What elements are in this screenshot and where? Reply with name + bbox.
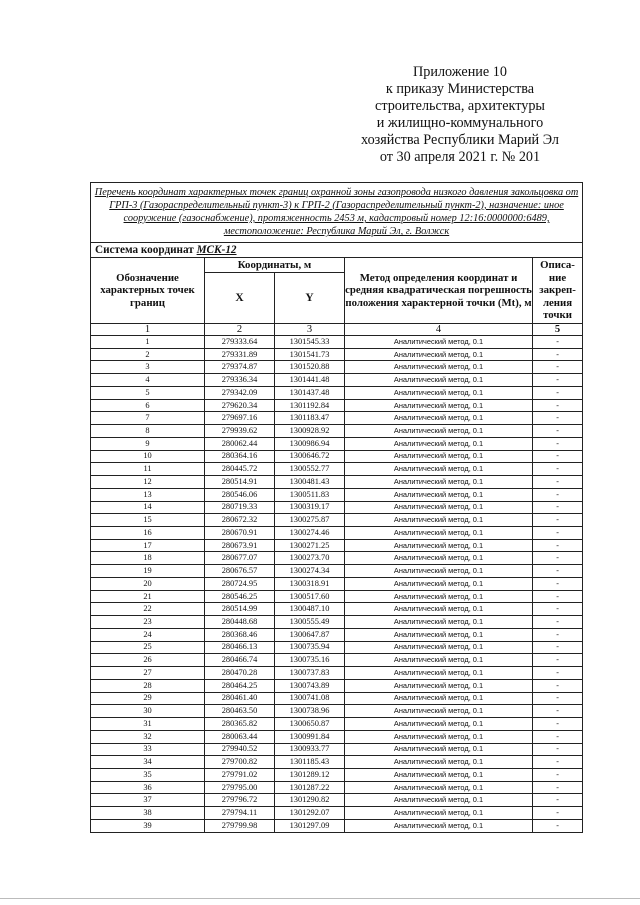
- point-number-cell: 17: [91, 539, 205, 552]
- fixing-cell: -: [533, 603, 583, 616]
- method-cell: Аналитический метод, 0.1: [345, 514, 533, 527]
- fixing-cell: -: [533, 374, 583, 387]
- method-cell: Аналитический метод, 0.1: [345, 527, 533, 540]
- coord-x-cell: 280448.68: [205, 616, 275, 629]
- fixing-cell: -: [533, 730, 583, 743]
- coord-x-cell: 279796.72: [205, 794, 275, 807]
- fixing-cell: -: [533, 577, 583, 590]
- coord-x-cell: 279940.52: [205, 743, 275, 756]
- coordinate-system-row: [91, 243, 583, 258]
- method-cell: Аналитический метод, 0.1: [345, 590, 533, 603]
- point-number-cell: 5: [91, 386, 205, 399]
- fixing-cell: -: [533, 386, 583, 399]
- coord-y-cell: 1300274.34: [275, 565, 345, 578]
- coord-y-cell: 1300274.46: [275, 527, 345, 540]
- coord-y-cell: 1300487.10: [275, 603, 345, 616]
- table-row: [91, 590, 583, 603]
- fixing-cell: -: [533, 539, 583, 552]
- fixing-cell: -: [533, 399, 583, 412]
- coord-x-cell: 280677.07: [205, 552, 275, 565]
- point-number-cell: 34: [91, 756, 205, 769]
- coord-y-cell: 1301292.07: [275, 807, 345, 820]
- method-cell: Аналитический метод, 0.1: [345, 361, 533, 374]
- point-number-cell: 29: [91, 692, 205, 705]
- table-row: [91, 628, 583, 641]
- table-row: [91, 399, 583, 412]
- coord-x-cell: 279794.11: [205, 807, 275, 820]
- method-cell: Аналитический метод, 0.1: [345, 743, 533, 756]
- coord-x-cell: 280365.82: [205, 718, 275, 731]
- point-number-cell: 8: [91, 425, 205, 438]
- table-row: [91, 386, 583, 399]
- table-row: [91, 616, 583, 629]
- point-number-cell: 37: [91, 794, 205, 807]
- table-row: [91, 336, 583, 349]
- column-header-coordinates: Координаты, м: [205, 258, 345, 273]
- coord-x-cell: 279791.02: [205, 768, 275, 781]
- coord-y-cell: 1300552.77: [275, 463, 345, 476]
- coord-x-cell: 280676.57: [205, 565, 275, 578]
- coord-y-cell: 1300933.77: [275, 743, 345, 756]
- fixing-cell: -: [533, 718, 583, 731]
- point-number-cell: 36: [91, 781, 205, 794]
- fixing-cell: -: [533, 768, 583, 781]
- point-number-cell: 2: [91, 348, 205, 361]
- table-row: [91, 819, 583, 832]
- coord-y-cell: 1300737.83: [275, 667, 345, 680]
- point-number-cell: 16: [91, 527, 205, 540]
- point-number-cell: 6: [91, 399, 205, 412]
- coord-x-cell: 280673.91: [205, 539, 275, 552]
- coord-x-cell: 280464.25: [205, 679, 275, 692]
- column-header-designation: Обозначение характерных точек границ: [91, 258, 205, 324]
- method-cell: Аналитический метод, 0.1: [345, 667, 533, 680]
- coord-y-cell: 1300555.49: [275, 616, 345, 629]
- coord-x-cell: 279333.64: [205, 336, 275, 349]
- point-number-cell: 35: [91, 768, 205, 781]
- coord-y-cell: 1301192.84: [275, 399, 345, 412]
- coord-y-cell: 1300481.43: [275, 476, 345, 489]
- point-number-cell: 23: [91, 616, 205, 629]
- table-row: [91, 437, 583, 450]
- coord-x-cell: 279374.87: [205, 361, 275, 374]
- fixing-cell: -: [533, 514, 583, 527]
- coord-y-cell: 1300319.17: [275, 501, 345, 514]
- coord-y-cell: 1301437.48: [275, 386, 345, 399]
- method-cell: Аналитический метод, 0.1: [345, 463, 533, 476]
- table-row: [91, 374, 583, 387]
- method-cell: Аналитический метод, 0.1: [345, 679, 533, 692]
- coord-x-cell: 280364.16: [205, 450, 275, 463]
- table-row: [91, 743, 583, 756]
- table-row: [91, 641, 583, 654]
- point-number-cell: 13: [91, 488, 205, 501]
- fixing-cell: -: [533, 654, 583, 667]
- coord-x-cell: 279700.82: [205, 756, 275, 769]
- coord-x-cell: 279620.34: [205, 399, 275, 412]
- point-number-cell: 39: [91, 819, 205, 832]
- point-number-cell: 7: [91, 412, 205, 425]
- coord-y-cell: 1300735.94: [275, 641, 345, 654]
- method-cell: Аналитический метод, 0.1: [345, 565, 533, 578]
- column-number-3: 3: [275, 324, 345, 336]
- fixing-cell: -: [533, 616, 583, 629]
- coord-x-cell: 280672.32: [205, 514, 275, 527]
- table-row: [91, 412, 583, 425]
- fixing-cell: -: [533, 476, 583, 489]
- column-number-4: 4: [345, 324, 533, 336]
- table-row: [91, 527, 583, 540]
- method-cell: Аналитический метод, 0.1: [345, 654, 533, 667]
- method-cell: Аналитический метод, 0.1: [345, 412, 533, 425]
- table-row: [91, 718, 583, 731]
- method-cell: Аналитический метод, 0.1: [345, 552, 533, 565]
- coordinates-table: [90, 182, 583, 833]
- table-row: [91, 807, 583, 820]
- method-cell: Аналитический метод, 0.1: [345, 386, 533, 399]
- coord-y-cell: 1300741.08: [275, 692, 345, 705]
- table-body: [91, 336, 583, 833]
- method-cell: Аналитический метод, 0.1: [345, 603, 533, 616]
- coordinate-system-label: Система координат: [95, 244, 194, 256]
- coord-y-cell: 1300271.25: [275, 539, 345, 552]
- coord-x-cell: 280470.28: [205, 667, 275, 680]
- coord-x-cell: 280461.40: [205, 692, 275, 705]
- method-cell: Аналитический метод, 0.1: [345, 794, 533, 807]
- coord-x-cell: 280546.06: [205, 488, 275, 501]
- table-row: [91, 577, 583, 590]
- table-title: Перечень координат характерных точек границ охранной зоны газопровода низкого давления закольцовка от ГРП-3 (Газораспределительный пункт-3) к ГРП-2 (Газораспределительный пункт-2), назначение: иное сооружение (газоснабжение), протяженность 2453 м, кадастровый номер 12:16:0000000:6489, местоположение: Республика Марий Эл, г. Волжск: [91, 183, 583, 243]
- coord-x-cell: 280466.13: [205, 641, 275, 654]
- coord-y-cell: 1300650.87: [275, 718, 345, 731]
- fixing-cell: -: [533, 667, 583, 680]
- method-cell: Аналитический метод, 0.1: [345, 450, 533, 463]
- table-row: [91, 667, 583, 680]
- coord-x-cell: 280514.91: [205, 476, 275, 489]
- point-number-cell: 32: [91, 730, 205, 743]
- fixing-cell: -: [533, 450, 583, 463]
- method-cell: Аналитический метод, 0.1: [345, 616, 533, 629]
- coord-y-cell: 1301441.48: [275, 374, 345, 387]
- table-row: [91, 603, 583, 616]
- method-cell: Аналитический метод, 0.1: [345, 399, 533, 412]
- coord-x-cell: 280514.99: [205, 603, 275, 616]
- page-bottom-edge: [0, 898, 640, 899]
- method-cell: Аналитический метод, 0.1: [345, 819, 533, 832]
- coord-y-cell: 1300986.94: [275, 437, 345, 450]
- coord-y-cell: 1301541.73: [275, 348, 345, 361]
- point-number-cell: 10: [91, 450, 205, 463]
- table-row: [91, 781, 583, 794]
- coord-y-cell: 1300646.72: [275, 450, 345, 463]
- coord-x-cell: 280466.74: [205, 654, 275, 667]
- point-number-cell: 15: [91, 514, 205, 527]
- coord-y-cell: 1300928.92: [275, 425, 345, 438]
- method-cell: Аналитический метод, 0.1: [345, 425, 533, 438]
- table-row: [91, 705, 583, 718]
- method-cell: Аналитический метод, 0.1: [345, 628, 533, 641]
- point-number-cell: 3: [91, 361, 205, 374]
- ministry-name-line2: и жилищно-коммунального: [376, 114, 544, 131]
- point-number-cell: 4: [91, 374, 205, 387]
- coord-y-cell: 1300735.16: [275, 654, 345, 667]
- coord-x-cell: 280445.72: [205, 463, 275, 476]
- fixing-cell: -: [533, 794, 583, 807]
- coord-x-cell: 279799.98: [205, 819, 275, 832]
- table-row: [91, 539, 583, 552]
- table-row: [91, 565, 583, 578]
- method-cell: Аналитический метод, 0.1: [345, 781, 533, 794]
- coord-y-cell: 1301297.09: [275, 819, 345, 832]
- fixing-cell: -: [533, 628, 583, 641]
- point-number-cell: 14: [91, 501, 205, 514]
- point-number-cell: 26: [91, 654, 205, 667]
- fixing-cell: -: [533, 336, 583, 349]
- fixing-cell: -: [533, 756, 583, 769]
- method-cell: Аналитический метод, 0.1: [345, 692, 533, 705]
- table-row: [91, 730, 583, 743]
- column-header-y: Y: [275, 273, 345, 324]
- fixing-cell: -: [533, 679, 583, 692]
- coord-y-cell: 1300511.83: [275, 488, 345, 501]
- coord-y-cell: 1300517.60: [275, 590, 345, 603]
- table-row: [91, 488, 583, 501]
- method-cell: Аналитический метод, 0.1: [345, 336, 533, 349]
- coord-x-cell: 279336.34: [205, 374, 275, 387]
- method-cell: Аналитический метод, 0.1: [345, 539, 533, 552]
- fixing-cell: -: [533, 819, 583, 832]
- method-cell: Аналитический метод, 0.1: [345, 718, 533, 731]
- point-number-cell: 1: [91, 336, 205, 349]
- appendix-number: Приложение 10: [413, 64, 507, 80]
- table-row: [91, 756, 583, 769]
- coord-y-cell: 1301520.88: [275, 361, 345, 374]
- coord-x-cell: 280670.91: [205, 527, 275, 540]
- coord-y-cell: 1301185.43: [275, 756, 345, 769]
- coord-x-cell: 279342.09: [205, 386, 275, 399]
- method-cell: Аналитический метод, 0.1: [345, 476, 533, 489]
- table-row: [91, 501, 583, 514]
- table-row: [91, 425, 583, 438]
- fixing-cell: -: [533, 501, 583, 514]
- coord-x-cell: 279795.00: [205, 781, 275, 794]
- fixing-cell: -: [533, 348, 583, 361]
- method-cell: Аналитический метод, 0.1: [345, 641, 533, 654]
- coord-x-cell: 280368.46: [205, 628, 275, 641]
- fixing-cell: -: [533, 437, 583, 450]
- method-cell: Аналитический метод, 0.1: [345, 488, 533, 501]
- point-number-cell: 38: [91, 807, 205, 820]
- ministry-name-line3: хозяйства Республики Марий Эл: [361, 131, 559, 148]
- method-cell: Аналитический метод, 0.1: [345, 374, 533, 387]
- coord-x-cell: 279939.62: [205, 425, 275, 438]
- coord-x-cell: 280724.95: [205, 577, 275, 590]
- point-number-cell: 21: [91, 590, 205, 603]
- coord-y-cell: 1300743.89: [275, 679, 345, 692]
- coord-x-cell: 279697.16: [205, 412, 275, 425]
- column-number-2: 2: [205, 324, 275, 336]
- coord-y-cell: 1300273.70: [275, 552, 345, 565]
- method-cell: Аналитический метод, 0.1: [345, 501, 533, 514]
- coord-y-cell: 1300647.87: [275, 628, 345, 641]
- fixing-cell: -: [533, 705, 583, 718]
- order-reference: к приказу Министерства: [385, 80, 535, 97]
- column-number-5: 5: [533, 324, 583, 336]
- table-row: [91, 679, 583, 692]
- fixing-cell: -: [533, 807, 583, 820]
- point-number-cell: 27: [91, 667, 205, 680]
- table-row: [91, 768, 583, 781]
- coord-x-cell: 280546.25: [205, 590, 275, 603]
- point-number-cell: 11: [91, 463, 205, 476]
- fixing-cell: -: [533, 692, 583, 705]
- method-cell: Аналитический метод, 0.1: [345, 348, 533, 361]
- table-row: [91, 463, 583, 476]
- coord-x-cell: 280062.44: [205, 437, 275, 450]
- fixing-cell: -: [533, 488, 583, 501]
- column-number-1: 1: [91, 324, 205, 336]
- fixing-cell: -: [533, 565, 583, 578]
- point-number-cell: 33: [91, 743, 205, 756]
- table-row: [91, 654, 583, 667]
- coordinate-system-value: МСК-12: [196, 244, 237, 256]
- table-row: [91, 514, 583, 527]
- fixing-cell: -: [533, 590, 583, 603]
- fixing-cell: -: [533, 425, 583, 438]
- column-header-x: X: [205, 273, 275, 324]
- table-row: [91, 476, 583, 489]
- method-cell: Аналитический метод, 0.1: [345, 437, 533, 450]
- coord-x-cell: 280063.44: [205, 730, 275, 743]
- coord-x-cell: 280463.50: [205, 705, 275, 718]
- ministry-name-line1: строительства, архитектуры: [375, 97, 545, 114]
- point-number-cell: 19: [91, 565, 205, 578]
- method-cell: Аналитический метод, 0.1: [345, 756, 533, 769]
- column-header-method: Метод определения координат и средняя квадратическая погрешность положения характерной точки (Mt), м: [345, 258, 533, 324]
- fixing-cell: -: [533, 463, 583, 476]
- coord-y-cell: 1301289.12: [275, 768, 345, 781]
- coord-y-cell: 1300991.84: [275, 730, 345, 743]
- table-row: [91, 348, 583, 361]
- point-number-cell: 31: [91, 718, 205, 731]
- point-number-cell: 20: [91, 577, 205, 590]
- method-cell: Аналитический метод, 0.1: [345, 705, 533, 718]
- method-cell: Аналитический метод, 0.1: [345, 577, 533, 590]
- coord-y-cell: 1301545.33: [275, 336, 345, 349]
- coord-y-cell: 1301287.22: [275, 781, 345, 794]
- point-number-cell: 12: [91, 476, 205, 489]
- point-number-cell: 25: [91, 641, 205, 654]
- fixing-cell: -: [533, 361, 583, 374]
- point-number-cell: 30: [91, 705, 205, 718]
- fixing-cell: -: [533, 552, 583, 565]
- appendix-header: [330, 64, 590, 165]
- coord-y-cell: 1300318.91: [275, 577, 345, 590]
- coord-y-cell: 1300275.87: [275, 514, 345, 527]
- method-cell: Аналитический метод, 0.1: [345, 807, 533, 820]
- fixing-cell: -: [533, 781, 583, 794]
- table-row: [91, 692, 583, 705]
- coord-x-cell: 279331.89: [205, 348, 275, 361]
- coord-x-cell: 280719.33: [205, 501, 275, 514]
- method-cell: Аналитический метод, 0.1: [345, 730, 533, 743]
- coord-y-cell: 1300738.96: [275, 705, 345, 718]
- method-cell: Аналитический метод, 0.1: [345, 768, 533, 781]
- table-row: [91, 450, 583, 463]
- fixing-cell: -: [533, 743, 583, 756]
- column-header-fixing: Описа-ние закреп-ления точки: [533, 258, 583, 324]
- point-number-cell: 28: [91, 679, 205, 692]
- fixing-cell: -: [533, 527, 583, 540]
- point-number-cell: 9: [91, 437, 205, 450]
- point-number-cell: 18: [91, 552, 205, 565]
- order-date: от 30 апреля 2021 г. № 201: [379, 148, 541, 165]
- coord-y-cell: 1301183.47: [275, 412, 345, 425]
- fixing-cell: -: [533, 412, 583, 425]
- table-row: [91, 794, 583, 807]
- coord-y-cell: 1301290.82: [275, 794, 345, 807]
- fixing-cell: -: [533, 641, 583, 654]
- table-row: [91, 552, 583, 565]
- point-number-cell: 22: [91, 603, 205, 616]
- table-row: [91, 361, 583, 374]
- point-number-cell: 24: [91, 628, 205, 641]
